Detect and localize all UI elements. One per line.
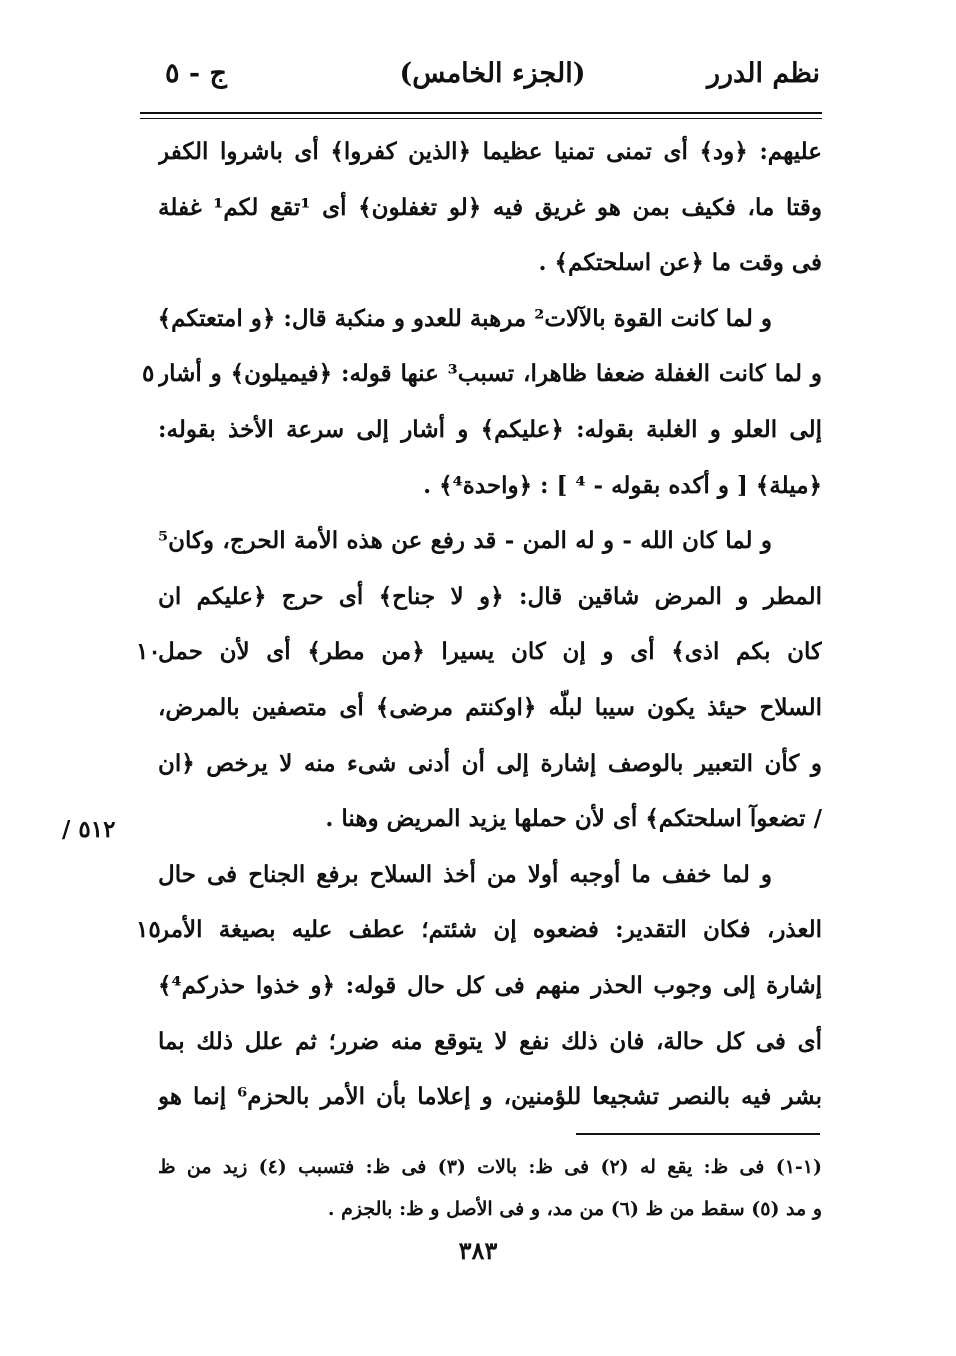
text-line: عليهم: ﴿ود﴾ أى تمنى تمنيا عظيما ﴿الذين كفروا﴾ أى باشروا الكفر xyxy=(158,138,822,165)
text-line: كان بكم اذى﴾ أى و إن كان يسيرا ﴿من مطر﴾ أى لأن حمل xyxy=(158,638,822,666)
line-number-15: ١٥ xyxy=(136,916,161,943)
text-line: السلاح حيئذ يكون سيبا لبلّه ﴿اوكنتم مرضى﴾ أى متصفين بالمرض، xyxy=(158,693,822,721)
running-header xyxy=(165,58,820,102)
text-line: و كأن التعبير بالوصف إشارة إلى أن أدنى شىء منه لا يرخص ﴿ان xyxy=(158,749,822,777)
text-line: و لما كانت القوة بالآلات² مرهبة للعدو و منكبة قال: ﴿و امتعتكم﴾ xyxy=(158,304,772,332)
manuscript-page-ref: ٥١٢ / xyxy=(62,816,116,843)
text-line: إشارة إلى وجوب الحذر منهم فى كل حال قوله: ﴿و خذوا حذركم⁴﴾ xyxy=(158,971,822,999)
text-line: و لما كان الله - و له المن - قد رفع عن هذه الأمة الحرج، وكان⁵ xyxy=(158,527,772,555)
line-number-10: ١٠ xyxy=(136,638,161,665)
main-text xyxy=(158,124,822,1125)
part-label: (الجزء الخامس) xyxy=(399,58,586,89)
footnote-line: و مد (٥) سقط من ظ (٦) من مد، و فى الأصل و ظ: بالجزم . xyxy=(327,1198,822,1220)
text-line: العذر، فكان التقدير: فضعوه إن شئتم؛ عطف عليه بصيغة الأمر xyxy=(158,916,822,944)
text-line: و لما كانت الغفلة ضعفا ظاهرا، تسبب³ عنها قوله: ﴿فيميلون﴾ و أشار xyxy=(158,360,822,388)
book-title: نظم الدرر xyxy=(706,58,820,89)
text-line: / تضعوآ اسلحتكم﴾ أى لأن حملها يزيد المريض وهنا . xyxy=(325,805,822,833)
page-number: ٣٨٣ xyxy=(458,1236,498,1265)
text-line: وقتا ما، فكيف بمن هو غريق فيه ﴿لو تغفلون﴾ أى ¹تقع لكم¹ غفلة xyxy=(158,193,822,221)
volume-ref: ج - ٥ xyxy=(165,58,227,89)
footnote-line: (١-١) فى ظ: يقع له (٢) فى ظ: بالات (٣) فى ظ: فتسبب (٤) زيد من ظ xyxy=(158,1156,822,1178)
text-line: ﴿ميلة﴾ [ و أكده بقوله - ⁴ ] : ﴿واحدة⁴﴾ . xyxy=(423,471,822,499)
text-line: أى فى كل حالة، فان ذلك نفع لا يتوقع منه ضرر؛ ثم علل ذلك بما xyxy=(158,1027,822,1055)
text-line: فى وقت ما ﴿عن اسلحتكم﴾ . xyxy=(538,249,822,277)
text-line: المطر و المرض شاقين قال: ﴿و لا جناح﴾ أى حرج ﴿عليكم ان xyxy=(158,582,822,610)
text-line: إلى العلو و الغلبة بقوله: ﴿عليكم﴾ و أشار إلى سرعة الأخذ بقوله: xyxy=(158,415,822,443)
header-rule xyxy=(140,112,822,119)
footnotes xyxy=(158,1146,822,1230)
text-line: بشر فيه بالنصر تشجيعا للؤمنين، و إعلاما بأن الأمر بالحزم⁶ إنما هو xyxy=(158,1083,822,1111)
text-line: و لما خفف ما أوجبه أولا من أخذ السلاح برفع الجناح فى حال xyxy=(158,860,772,888)
line-number-5: ٥ xyxy=(142,360,155,387)
footnote-rule xyxy=(576,1133,820,1135)
